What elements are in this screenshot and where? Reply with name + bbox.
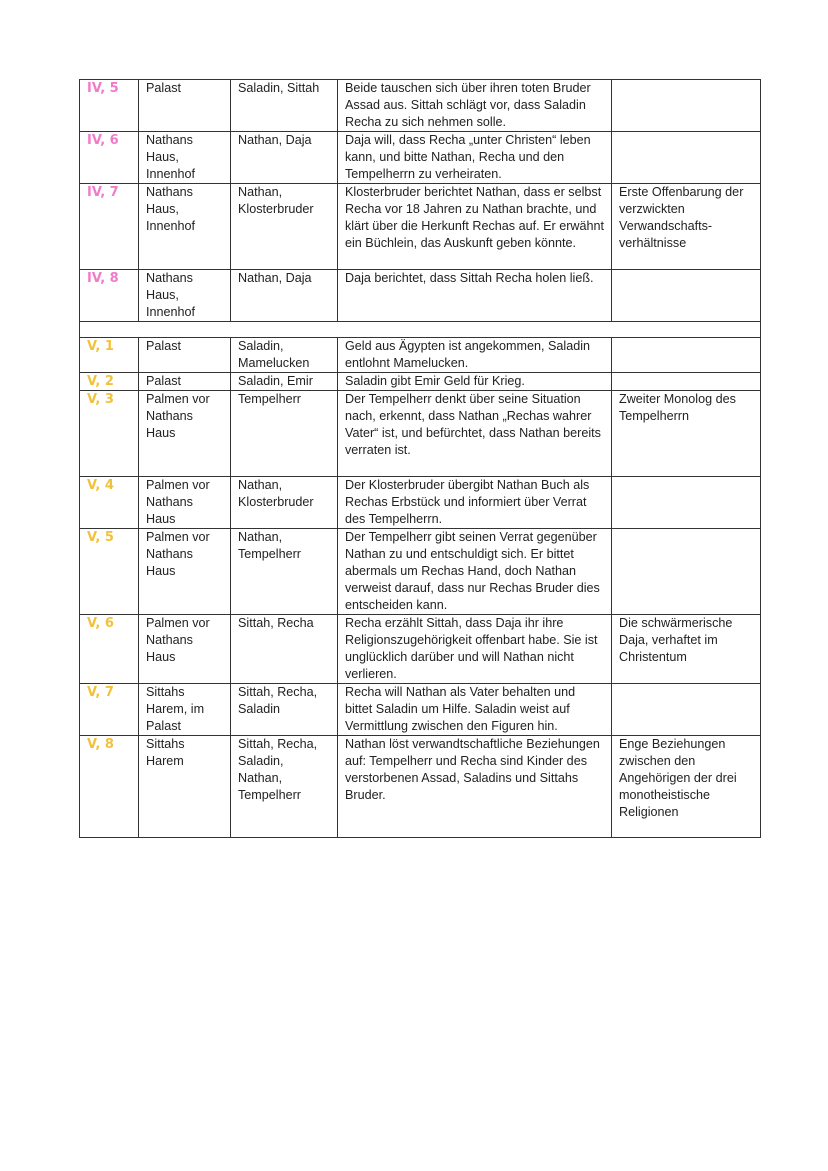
- place-cell: Palmen vor Nathans Haus: [139, 477, 231, 529]
- note-cell: [612, 477, 761, 529]
- summary-cell: Klosterbruder berichtet Nathan, dass er selbst Recha vor 18 Jahren zu Nathan brachte, und klärt über die Herkunft Rechas auf. Er erwähnt ein Büchlein, das Auskunft geben könnte.: [338, 184, 612, 270]
- act-divider: [80, 322, 761, 338]
- characters-cell: Sittah, Recha: [231, 615, 338, 684]
- act-scene-label: IV, 8: [80, 270, 139, 322]
- summary-cell: Beide tauschen sich über ihren toten Bruder Assad aus. Sittah schlägt vor, dass Saladin Recha zu sich nehmen solle.: [338, 80, 612, 132]
- act-scene-label: V, 5: [80, 529, 139, 615]
- place-cell: Sittahs Harem, im Palast: [139, 684, 231, 736]
- note-cell: Zweiter Monolog des Tempelherrn: [612, 391, 761, 477]
- act-scene-label: V, 7: [80, 684, 139, 736]
- table-row: [80, 270, 761, 322]
- characters-cell: Nathan, Tempelherr: [231, 529, 338, 615]
- place-cell: Palmen vor Nathans Haus: [139, 529, 231, 615]
- table-row: [80, 373, 761, 391]
- characters-cell: Sittah, Recha, Saladin, Nathan, Tempelherr: [231, 736, 338, 838]
- note-cell: [612, 338, 761, 373]
- summary-cell: Nathan löst verwandtschaftliche Beziehungen auf: Tempelherr und Recha sind Kinder des verstorbenen Assad, Saladins und Sittahs Bruder.: [338, 736, 612, 838]
- summary-cell: Geld aus Ägypten ist angekommen, Saladin entlohnt Mamelucken.: [338, 338, 612, 373]
- place-cell: Palast: [139, 80, 231, 132]
- place-cell: Palast: [139, 373, 231, 391]
- act-divider-row: [80, 322, 761, 338]
- table-row: [80, 391, 761, 477]
- place-cell: Palmen vor Nathans Haus: [139, 615, 231, 684]
- act-scene-label: IV, 7: [80, 184, 139, 270]
- summary-cell: Recha will Nathan als Vater behalten und bittet Saladin um Hilfe. Saladin weist auf Vermittlung zwischen den Figuren hin.: [338, 684, 612, 736]
- summary-cell: Der Tempelherr gibt seinen Verrat gegenüber Nathan zu und entschuldigt sich. Er bittet abermals um Rechas Hand, doch Nathan verweist darauf, dass nur Rechas Bruder dies entscheiden kann.: [338, 529, 612, 615]
- summary-cell: Daja berichtet, dass Sittah Recha holen ließ.: [338, 270, 612, 322]
- place-cell: Nathans Haus, Innenhof: [139, 184, 231, 270]
- characters-cell: Nathan, Daja: [231, 270, 338, 322]
- place-cell: Palast: [139, 338, 231, 373]
- act-scene-label: V, 3: [80, 391, 139, 477]
- note-cell: [612, 80, 761, 132]
- note-cell: [612, 373, 761, 391]
- table-row: [80, 477, 761, 529]
- table-row: [80, 615, 761, 684]
- note-cell: [612, 132, 761, 184]
- characters-cell: Tempelherr: [231, 391, 338, 477]
- act-scene-label: IV, 5: [80, 80, 139, 132]
- note-cell: [612, 270, 761, 322]
- characters-cell: Nathan, Daja: [231, 132, 338, 184]
- summary-cell: Der Klosterbruder übergibt Nathan Buch als Rechas Erbstück und informiert über Verrat des Tempelherrn.: [338, 477, 612, 529]
- summary-cell: Recha erzählt Sittah, dass Daja ihr ihre Religionszugehörigkeit offenbart habe. Sie ist unglücklich darüber und will Nathan nicht verlieren.: [338, 615, 612, 684]
- place-cell: Sittahs Harem: [139, 736, 231, 838]
- act-scene-label: V, 8: [80, 736, 139, 838]
- summary-cell: Daja will, dass Recha „unter Christen“ leben kann, und bitte Nathan, Recha und den Tempelherrn zu verheiraten.: [338, 132, 612, 184]
- table-row: [80, 184, 761, 270]
- place-cell: Palmen vor Nathans Haus: [139, 391, 231, 477]
- table-row: [80, 338, 761, 373]
- characters-cell: Sittah, Recha, Saladin: [231, 684, 338, 736]
- table-row: [80, 684, 761, 736]
- characters-cell: Saladin, Mamelucken: [231, 338, 338, 373]
- note-cell: Erste Offenbarung der verzwickten Verwandschafts-verhältnisse: [612, 184, 761, 270]
- act-scene-label: V, 4: [80, 477, 139, 529]
- characters-cell: Saladin, Emir: [231, 373, 338, 391]
- act-scene-label: V, 6: [80, 615, 139, 684]
- act-scene-label: IV, 6: [80, 132, 139, 184]
- table-row: [80, 80, 761, 132]
- table-row: [80, 529, 761, 615]
- summary-cell: Saladin gibt Emir Geld für Krieg.: [338, 373, 612, 391]
- table-row: [80, 132, 761, 184]
- act-scene-label: V, 1: [80, 338, 139, 373]
- summary-cell: Der Tempelherr denkt über seine Situation nach, erkennt, dass Nathan „Rechas wahrer Vater“ ist, und befürchtet, dass Nathan bereits verraten ist.: [338, 391, 612, 477]
- characters-cell: Saladin, Sittah: [231, 80, 338, 132]
- scene-table: [79, 79, 761, 838]
- act-scene-label: V, 2: [80, 373, 139, 391]
- table-row: [80, 736, 761, 838]
- characters-cell: Nathan, Klosterbruder: [231, 184, 338, 270]
- characters-cell: Nathan, Klosterbruder: [231, 477, 338, 529]
- note-cell: Die schwärmerische Daja, verhaftet im Christentum: [612, 615, 761, 684]
- note-cell: [612, 684, 761, 736]
- note-cell: Enge Beziehungen zwischen den Angehörigen der drei monotheistische Religionen: [612, 736, 761, 838]
- place-cell: Nathans Haus, Innenhof: [139, 270, 231, 322]
- place-cell: Nathans Haus, Innenhof: [139, 132, 231, 184]
- note-cell: [612, 529, 761, 615]
